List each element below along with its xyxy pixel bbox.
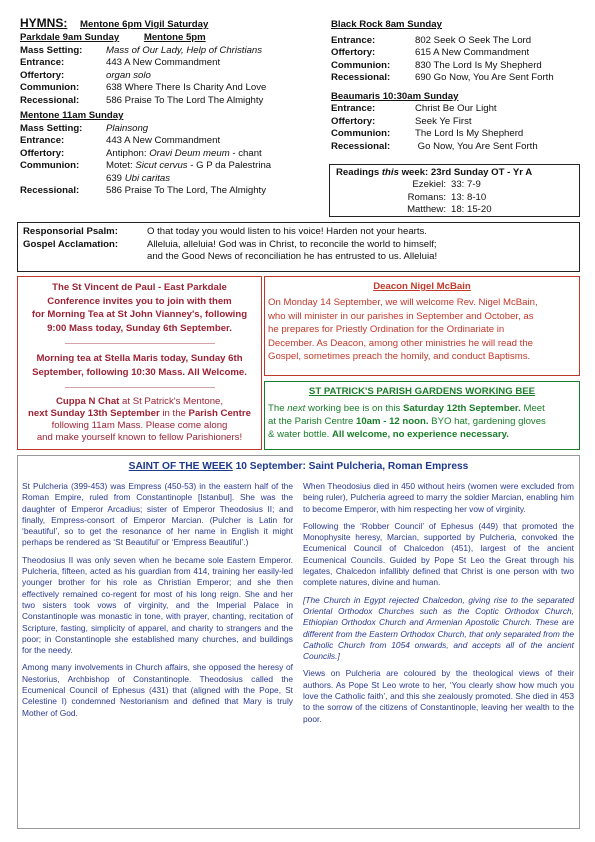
- blackrock-hymn-list: [331, 35, 581, 85]
- deacon-line: who will minister in our parishes in September and October, as: [268, 310, 534, 322]
- hymns-right: [331, 19, 581, 153]
- hymn-row: [331, 141, 581, 154]
- hymn-label: Offertory:: [20, 69, 65, 81]
- saint-left-column: [22, 481, 293, 725]
- hymn-label: Mass Setting:: [20, 44, 83, 56]
- beaumaris-hymn-list: [331, 103, 581, 153]
- hymn-value: 830 The Lord Is My Shepherd: [415, 59, 542, 71]
- hymn-label: Communion:: [20, 160, 80, 171]
- hymn-value: 443 A New Commandment: [106, 135, 221, 146]
- svdp-line: 9:00 Mass today, Sunday 6th September.: [47, 322, 232, 334]
- parkdale-heading: Parkdale 9am Sunday: [20, 32, 120, 43]
- cuppa-title: Cuppa N Chat: [55, 396, 120, 407]
- divider: [65, 387, 215, 388]
- psalm-label: Responsorial Psalm:: [23, 226, 118, 237]
- hymn-row: [331, 72, 581, 85]
- hymn-value: 690 Go Now, You Are Sent Forth: [415, 72, 554, 83]
- saint-paragraph: When Theodosius died in 450 without heirs (women were excluded from being ruler), Pulcheria agreed to marry the soldier Marcian, enabling him to become Emperor, with him respecting her vow of virginity.: [303, 481, 574, 514]
- gospel-label: Gospel Acclamation:: [23, 238, 119, 250]
- deacon-line: December. As Deacon, among other ministries he will read the: [268, 337, 534, 349]
- tea-line: Morning tea at Stella Maris today, Sunday 6th: [36, 353, 243, 364]
- deacon-body: [268, 296, 576, 364]
- hymn-row: [20, 135, 325, 148]
- saint-paragraph: Following the ‘Robber Council’ of Ephesus (449) that promoted the Monophysite heresy, Marcian, supported by Pulcheria, convoked the Ecumenical Council of Chalcedon (451), largest of the ancient Ecumenical Councils. Guided by Pope St Leo the Great through his legates, Chalcedon infallibly defined that Christ is one person with two complete natures, divine and human.: [303, 520, 574, 588]
- readings-heading: Readings this week: 23rd Sunday OT - Yr A: [336, 167, 533, 178]
- hymn-label: Communion:: [20, 82, 80, 93]
- hymn-row: [20, 70, 325, 83]
- hymn-label: Recessional:: [20, 185, 80, 196]
- hymn-label: Entrance:: [20, 57, 65, 68]
- hymn-value: 802 Seek O Seek The Lord: [415, 34, 532, 46]
- hymn-label: Communion:: [331, 59, 391, 71]
- hymn-value: organ solo: [106, 69, 151, 81]
- hymn-label: Mass Setting:: [20, 122, 83, 134]
- svdp-box: [17, 276, 262, 450]
- workingbee-title: ST PATRICK'S PARISH GARDENS WORKING BEE: [308, 386, 536, 397]
- deacon-line: he prepares for Priestly Ordination for the Ordinariate in: [268, 324, 505, 336]
- hymn-value: Christ Be Our Light: [415, 103, 497, 114]
- hymn-value: 586 Praise To The Lord The Almighty: [106, 94, 264, 106]
- svdp-line: The St Vincent de Paul - East Parkdale: [52, 282, 227, 293]
- svdp-line: Conference invites you to join with them: [47, 295, 232, 307]
- hymn-value: 638 Where There Is Charity And Love: [106, 82, 267, 93]
- hymn-label: Offertory:: [331, 115, 376, 127]
- hymn-row: [20, 173, 325, 186]
- hymn-label: Recessional:: [20, 94, 80, 106]
- reading-book: Ezekiel:: [412, 179, 446, 191]
- hymn-label: Communion:: [331, 128, 391, 139]
- hymn-row: [20, 45, 325, 58]
- hymn-row: [331, 47, 581, 60]
- hymn-row: [20, 82, 325, 95]
- workingbee-box: ST PATRICK'S PARISH GARDENS WORKING BEE The next working bee is on this Saturday 12th September. Meet at the Parish Centre 10am - 12 noon. BYO hat, gardening gloves & water bottle. All welcome, no experience necessary.: [264, 381, 580, 450]
- hymn-value: Seek Ye First: [415, 115, 472, 127]
- readings-box: [329, 164, 580, 217]
- deacon-title: Deacon Nigel McBain: [373, 281, 471, 292]
- saint-paragraph: Theodosius II was only seven when he became sole Eastern Emperor. Pulcheria, fifteen, acted as his guardian from 414, training her easily-led younger brother for his role as Christian Emperor; and she then effectively remained co-regent for most of his long reign. She and her two sisters took vows of virginity, and the Imperial Palace in Constantinople was monastic in tone, with prayer, chanting, recitation of Scripture, fasting, simplicity of apparel, and charity to strangers and the poor; in Constantinople she established many churches, and buildings for the needy.: [22, 554, 293, 656]
- saint-paragraph: St Pulcheria (399-453) was Empress (450-53) in the eastern half of the Roman Empire, ruled from Constantinople [Istanbul]. She was the daughter of Emperor Arcadius; sister of Emperor Theodosius II; and finally, Empress-consort of Emperor Marcian. (Pulcher is Latin for ‘beautiful’, so to get the resonance of her name in English it might perhaps be rendered as ‘St Beautiful’ or ‘Empress Beautiful’.): [22, 481, 293, 548]
- morning-tea-notice: [20, 352, 259, 379]
- hymn-row: [331, 128, 581, 141]
- parkdale-hymn-list: [20, 45, 325, 108]
- hymn-value: Go Now, You Are Sent Forth: [415, 140, 538, 152]
- psalm-text: O that today you would listen to his voice! Harden not your hearts.: [147, 226, 427, 237]
- tea-line: September, following 10:30 Mass. All Welcome.: [32, 366, 247, 378]
- hymn-label: Recessional:: [331, 72, 391, 83]
- gospel-line-1: Alleluia, alleluia! God was in Christ, to reconcile the world to himself;: [147, 238, 437, 250]
- hymn-value: 443 A New Commandment: [106, 57, 221, 68]
- svdp-line: for Morning Tea at St John Vianney's, following: [31, 309, 248, 320]
- reading-row: [394, 204, 573, 217]
- reading-row: [394, 179, 573, 192]
- reading-row: [394, 192, 573, 205]
- saint-paragraph: [The Church in Egypt rejected Chalcedon, giving rise to the separated Oriental Orthodox Churches such as the Coptic Orthodox Church, Ethiopian Orthodox Church and Armenian Apostolic Church. These are different from the Eastern Orthodox Church, that only separated from the Catholic Church from 1054 onwards, and accepts all of the ancient Councils.]: [303, 594, 574, 662]
- hymns-title: HYMNS:: [20, 16, 68, 30]
- hymn-row: [331, 116, 581, 129]
- svdp-invite: [20, 281, 259, 335]
- saint-paragraph: Among many involvements in Church affairs, she opposed the heresy of Nestorius, Archbishop of Constantinople. Theodosius called the Ecumenical Council of Ephesus (431) that (aligned with the Pope, St Celestine I) condemned Nestorianism and defined that Mary is truly Mother of God.: [22, 662, 293, 718]
- hymn-label: Recessional:: [331, 140, 391, 152]
- hymn-value-italic: Oravi Deum meum: [149, 147, 230, 159]
- hymn-row: [20, 95, 325, 108]
- hymn-label: Offertory:: [331, 47, 376, 58]
- reading-ref: 18: 15-20: [451, 204, 492, 216]
- hymn-label: Offertory:: [20, 147, 65, 159]
- cuppa-notice: Cuppa N Chat at St Patrick's Mentone, next Sunday 13th September in the Parish Centre following 11am Mass. Please come along and make yourself known to fellow Parishioners!: [28, 396, 251, 443]
- vigil-heading: Mentone 6pm Vigil Saturday: [80, 19, 209, 30]
- hymn-label: Entrance:: [331, 103, 376, 114]
- blackrock-heading: Black Rock 8am Sunday: [331, 19, 442, 30]
- reading-book: Romans:: [407, 191, 446, 203]
- hymn-row: [331, 35, 581, 48]
- hymn-row: [20, 185, 325, 198]
- hymn-row: [20, 57, 325, 70]
- hymns-left: [20, 17, 325, 198]
- hymn-value: 615 A New Commandment: [415, 47, 530, 58]
- reading-ref: 13: 8-10: [451, 191, 487, 203]
- saint-paragraph: Views on Pulcheria are coloured by the theological views of their authors. As Pope St Leo wrote to her, ‘You clearly show how much you love the Catholic faith’, and this she zealously promoted. She died in 453 to the sorrow of the citizens of Constantinople, leaving her wealth to the poor.: [303, 668, 574, 724]
- deacon-line: On Monday 14 September, we will welcome Rev. Nigel McBain,: [268, 297, 538, 309]
- hymn-value-suffix: - chant: [229, 147, 262, 159]
- hymn-label: Entrance:: [20, 135, 65, 146]
- hymn-row: [20, 148, 325, 161]
- deacon-line: Gospel, sometimes preach the homily, and conduct Baptisms.: [268, 351, 531, 363]
- deacon-box: [264, 276, 580, 376]
- hymn-label: Entrance:: [331, 34, 376, 46]
- hymn-row: [20, 160, 325, 173]
- saint-right-column: [303, 481, 574, 731]
- hymn-value-prefix: Motet:: [106, 160, 136, 171]
- hymn-value: Plainsong: [106, 122, 149, 134]
- mentone11-hymn-list: [20, 123, 325, 198]
- psalm-box: [17, 222, 580, 272]
- hymn-value-suffix: - G P da Palestrina: [187, 160, 272, 171]
- hymn-value: The Lord Is My Shepherd: [415, 128, 524, 139]
- hymn-value: 586 Praise To The Lord, The Almighty: [106, 185, 266, 196]
- hymn-row: [331, 103, 581, 116]
- beaumaris-heading: Beaumaris 10:30am Sunday: [331, 90, 459, 102]
- hymn-value-prefix: Antiphon:: [106, 147, 150, 159]
- divider: [65, 343, 215, 344]
- hymn-row: [331, 60, 581, 73]
- hymn-value-italic: Ubi caritas: [124, 172, 171, 184]
- gospel-line-2: and the Good News of reconciliation he has entrusted to us. Alleluia!: [147, 251, 438, 262]
- mentone5-heading: Mentone 5pm: [143, 32, 206, 43]
- reading-ref: 33: 7-9: [451, 179, 481, 191]
- hymn-row: [20, 123, 325, 136]
- hymn-value-italic: Sicut cervus: [135, 160, 188, 171]
- reading-book: Matthew:: [407, 204, 446, 216]
- readings-list: [394, 179, 573, 217]
- mentone11-heading: Mentone 11am Sunday: [20, 110, 124, 121]
- saint-title: SAINT OF THE WEEK 10 September: Saint Pulcheria, Roman Empress: [128, 461, 469, 472]
- hymn-value: Mass of Our Lady, Help of Christians: [106, 44, 263, 56]
- hymn-value-prefix: 639: [106, 172, 125, 184]
